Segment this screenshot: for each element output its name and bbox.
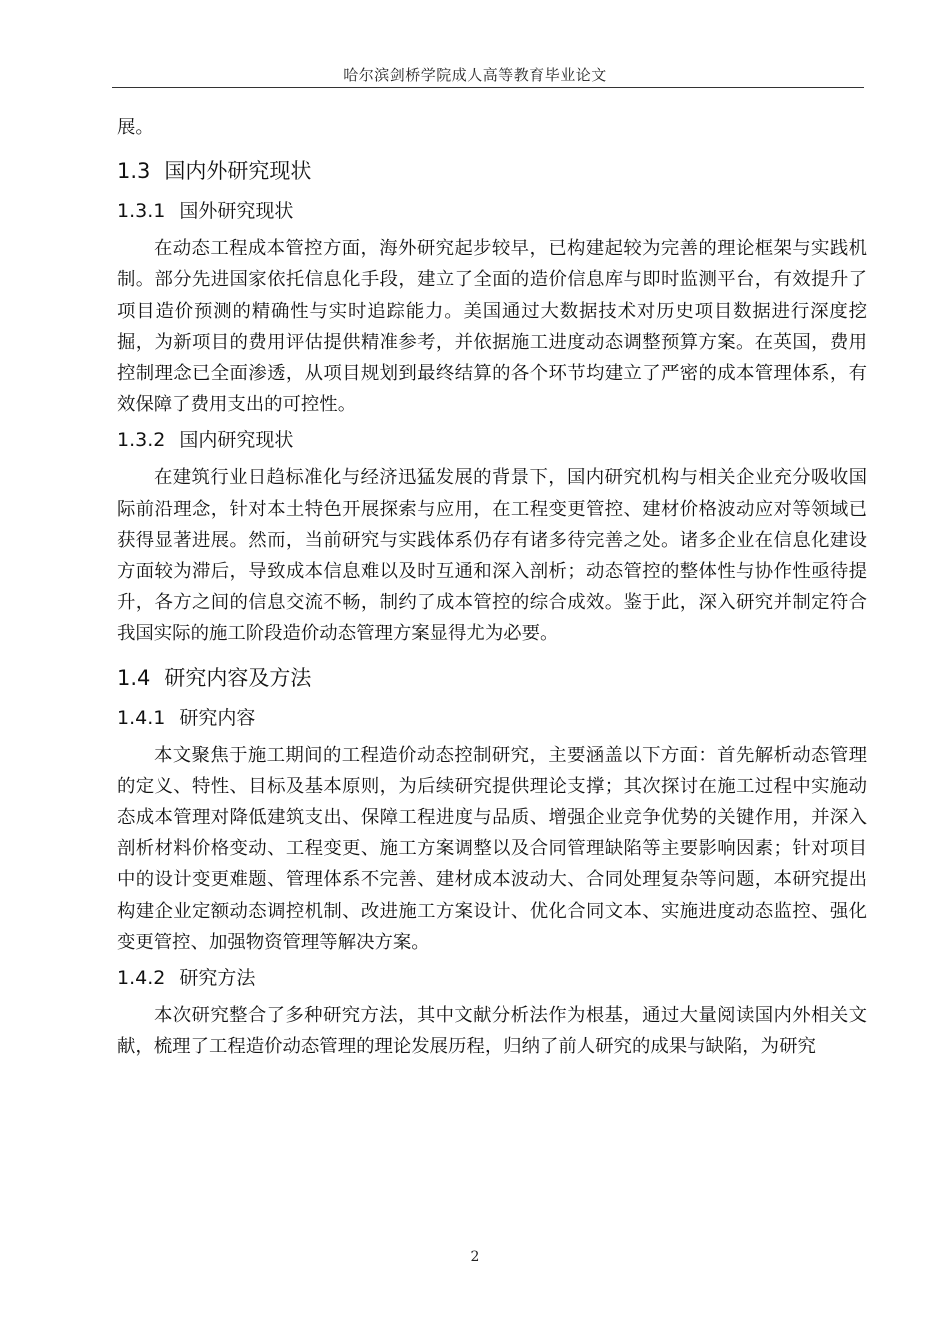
heading-number: 1.3.1 [117,200,166,223]
heading-1-3-1 [117,197,867,225]
heading-number: 1.4.1 [117,706,166,729]
heading-1-3 [117,157,867,185]
heading-1-4 [117,664,867,692]
heading-1-3-2 [117,426,867,454]
paragraph-domestic-research: 在建筑行业日趋标准化与经济迅猛发展的背景下，国内研究机构与相关企业充分吸收国际前沿理念，针对本土特色开展探索与应用，在工程变更管控、建材价格波动应对等领域已获得显著进展。然而，当前研究与实践体系仍存有诸多待完善之处。诸多企业在信息化建设方面较为滞后，导致成本信息难以及时互通和深入剖析；动态管控的整体性与协作性亟待提升，各方之间的信息交流不畅，制约了成本管控的综合成效。鉴于此，深入研究并制定符合我国实际的施工阶段造价动态管理方案显得尤为必要。 [117,467,867,645]
heading-text: 国内研究现状 [179,429,294,452]
paragraph-foreign-research: 在动态工程成本管控方面，海外研究起步较早，已构建起较为完善的理论框架与实践机制。部分先进国家依托信息化手段，建立了全面的造价信息库与即时监测平台，有效提升了项目造价预测的精确性与实时追踪能力。美国通过大数据技术对历史项目数据进行深度挖掘，为新项目的费用评估提供精准参考，并依据施工进度动态调整预算方案。在英国，费用控制理念已全面渗透，从项目规划到最终结算的各个环节均建立了严密的成本管理体系，有效保障了费用支出的可控性。 [117,238,867,416]
paragraph-research-methods: 本次研究整合了多种研究方法，其中文献分析法作为根基，通过大量阅读国内外相关文献，梳理了工程造价动态管理的理论发展历程，归纳了前人研究的成果与缺陷，为研究 [117,1005,867,1058]
heading-text: 研究方法 [179,967,256,990]
heading-number: 1.4.2 [117,967,166,990]
paragraph-research-content: 本文聚焦于施工期间的工程造价动态控制研究，主要涵盖以下方面：首先解析动态管理的定义、特性、目标及基本原则，为后续研究提供理论支撑；其次探讨在施工过程中实施动态成本管理对降低建筑支出、保障工程进度与品质、增强企业竞争优势的关键作用，并深入剖析材料价格变动、工程变更、施工方案调整以及合同管理缺陷等主要影响因素；针对项目中的设计变更难题、管理体系不完善、建材成本波动大、合同处理复杂等问题，本研究提出构建企业定额动态调控机制、改进施工方案设计、优化合同文本、实施进度动态监控、强化变更管控、加强物资管理等解决方案。 [117,744,867,953]
heading-text: 国内外研究现状 [164,159,312,184]
page-number: 2 [470,1249,480,1265]
heading-1-4-1 [117,704,867,732]
heading-number: 1.3.2 [117,429,166,452]
page-body [117,112,867,1062]
heading-text: 研究内容 [179,706,256,729]
heading-text: 国外研究现状 [179,200,294,223]
heading-number: 1.3 [117,159,151,184]
heading-1-4-2 [117,964,867,992]
header-divider [112,87,864,88]
continued-paragraph-fragment: 展。 [117,117,154,138]
running-header: 哈尔滨剑桥学院成人高等教育毕业论文 [343,66,607,84]
heading-number: 1.4 [117,665,151,690]
heading-text: 研究内容及方法 [164,665,312,690]
